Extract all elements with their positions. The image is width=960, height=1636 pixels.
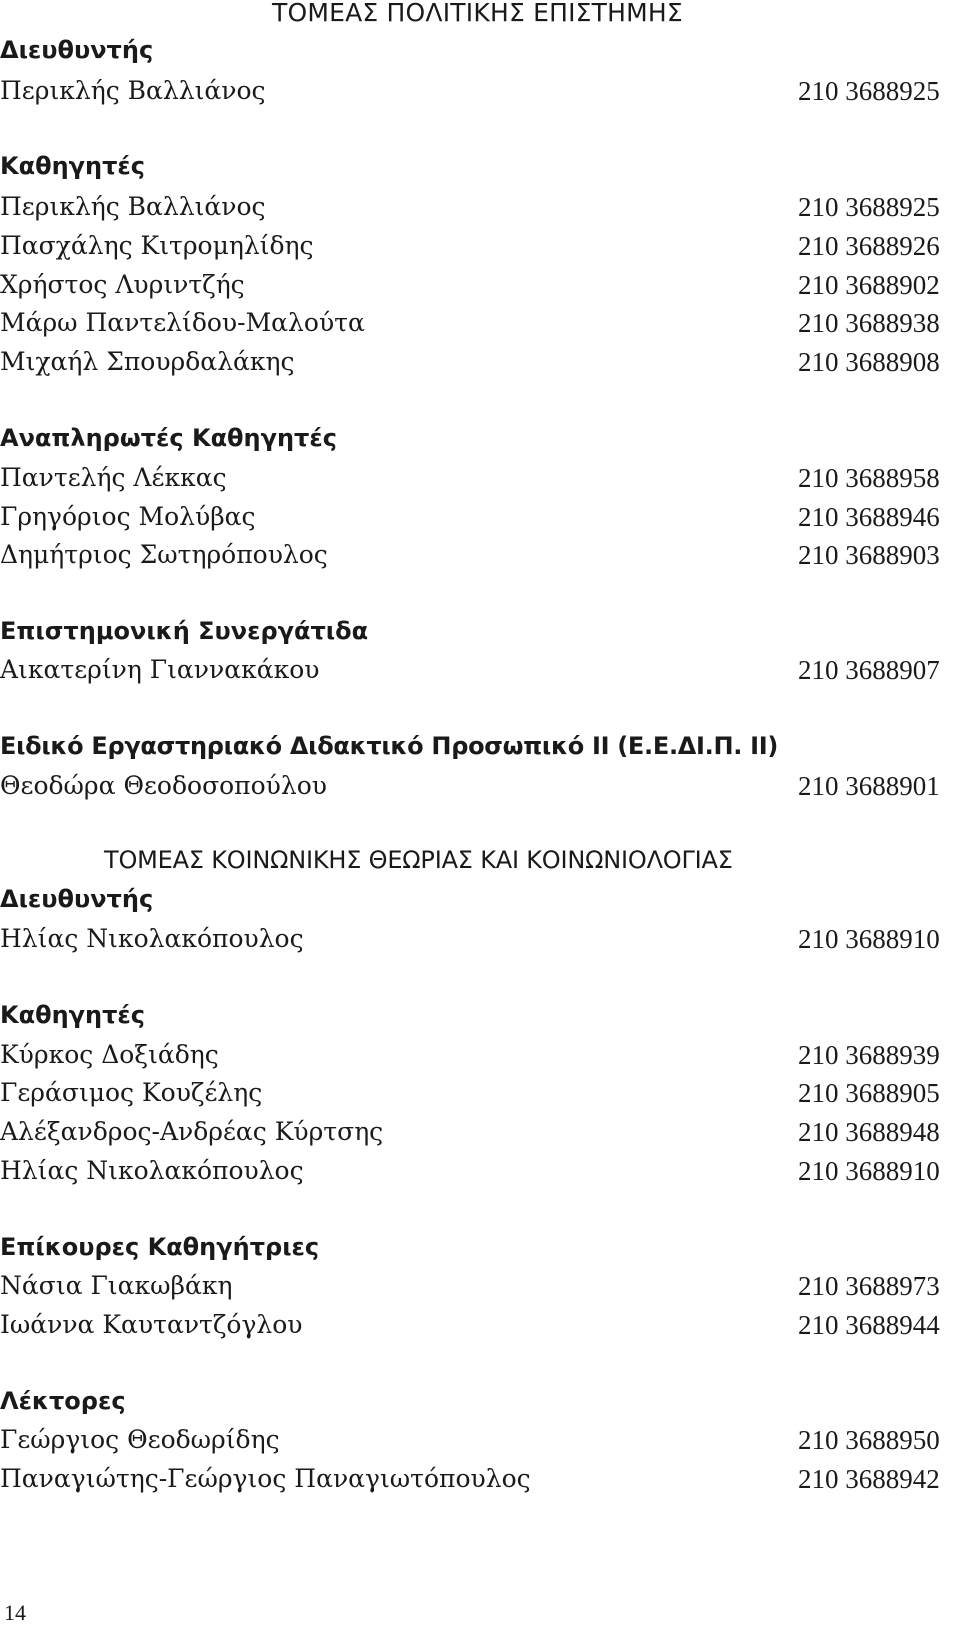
group-heading: Επίκουρες Καθηγήτριες: [0, 1233, 320, 1261]
staff-row: [0, 657, 952, 691]
staff-phone: 210 3688948: [798, 1117, 940, 1147]
staff-row: [0, 1312, 952, 1346]
staff-row: [0, 1080, 952, 1114]
staff-name: Περικλής Βαλλιάνος: [0, 192, 266, 221]
staff-row: [0, 926, 952, 960]
staff-row: [0, 272, 952, 306]
staff-phone: 210 3688938: [798, 308, 940, 338]
staff-phone: 210 3688926: [798, 231, 940, 261]
staff-phone: 210 3688910: [798, 924, 940, 954]
group-heading: Λέκτορες: [0, 1387, 126, 1415]
staff-row: [0, 349, 952, 383]
staff-phone: 210 3688950: [798, 1425, 940, 1455]
group-heading: Καθηγητές: [0, 1001, 145, 1029]
staff-row: [0, 465, 952, 499]
group-heading: Επιστημονική Συνεργάτιδα: [0, 617, 369, 645]
staff-row: [0, 310, 952, 344]
staff-phone: 210 3688910: [798, 1156, 940, 1186]
staff-row: [0, 1466, 952, 1500]
staff-name: Ηλίας Νικολακόπουλος: [0, 1156, 304, 1185]
staff-name: Ηλίας Νικολακόπουλος: [0, 924, 304, 953]
staff-name: Πασχάλης Κιτρομηλίδης: [0, 231, 314, 260]
group-heading: Διευθυντής: [0, 36, 154, 64]
group-heading: Διευθυντής: [0, 885, 154, 913]
staff-name: Ιωάννα Καυταντζόγλου: [0, 1310, 303, 1339]
staff-phone: 210 3688958: [798, 463, 940, 493]
staff-name: Γρηγόριος Μολύβας: [0, 502, 256, 531]
staff-name: Αικατερίνη Γιαννακάκου: [0, 655, 320, 684]
group-heading: Ειδικό Εργαστηριακό Διδακτικό Προσωπικό ΙΙ (Ε.Ε.ΔΙ.Π. ΙΙ): [0, 732, 779, 760]
staff-name: Γεράσιμος Κουζέλης: [0, 1078, 263, 1107]
staff-phone: 210 3688925: [798, 192, 940, 222]
staff-name: Χρήστος Λυριντζής: [0, 270, 245, 299]
group-heading: Αναπληρωτές Καθηγητές: [0, 424, 337, 452]
staff-name: Παντελής Λέκκας: [0, 463, 227, 492]
page-number: 14: [4, 1600, 26, 1625]
group-heading: Καθηγητές: [0, 152, 145, 180]
staff-phone: 210 3688908: [798, 347, 940, 377]
staff-name: Νάσια Γιακωβάκη: [0, 1271, 233, 1300]
staff-row: [0, 1273, 952, 1307]
sector-title: ΤΟΜΕΑΣ ΠΟΛΙΤΙΚΗΣ ΕΠΙΣΤΗΜΗΣ: [272, 0, 683, 27]
staff-row: [0, 233, 952, 267]
staff-row: [0, 1158, 952, 1192]
staff-name: Δημήτριος Σωτηρόπουλος: [0, 540, 328, 569]
staff-row: [0, 1042, 952, 1076]
staff-row: [0, 504, 952, 538]
staff-name: Παναγιώτης-Γεώργιος Παναγιωτόπουλος: [0, 1464, 531, 1493]
staff-phone: 210 3688939: [798, 1040, 940, 1070]
staff-name: Μάρω Παντελίδου-Μαλούτα: [0, 308, 365, 337]
staff-phone: 210 3688903: [798, 540, 940, 570]
staff-phone: 210 3688942: [798, 1464, 940, 1494]
staff-row: [0, 542, 952, 576]
staff-phone: 210 3688907: [798, 655, 940, 685]
staff-row: [0, 194, 952, 228]
staff-phone: 210 3688973: [798, 1271, 940, 1301]
staff-row: [0, 773, 952, 807]
staff-phone: 210 3688901: [798, 771, 940, 801]
staff-name: Αλέξανδρος-Ανδρέας Κύρτσης: [0, 1117, 384, 1146]
staff-row: [0, 78, 952, 112]
staff-name: Κύρκος Δοξιάδης: [0, 1040, 219, 1069]
sector-title: ΤΟΜΕΑΣ ΚΟΙΝΩΝΙΚΗΣ ΘΕΩΡΙΑΣ ΚΑΙ ΚΟΙΝΩΝΙΟΛΟΓΙΑΣ: [104, 846, 733, 874]
staff-name: Γεώργιος Θεοδωρίδης: [0, 1425, 280, 1454]
staff-phone: 210 3688946: [798, 502, 940, 532]
staff-name: Περικλής Βαλλιάνος: [0, 76, 266, 105]
staff-name: Μιχαήλ Σπουρδαλάκης: [0, 347, 295, 376]
staff-phone: 210 3688925: [798, 76, 940, 106]
staff-row: [0, 1119, 952, 1153]
staff-row: [0, 1427, 952, 1461]
staff-name: Θεοδώρα Θεοδοσοπούλου: [0, 771, 327, 800]
staff-phone: 210 3688944: [798, 1310, 940, 1340]
staff-phone: 210 3688902: [798, 270, 940, 300]
staff-phone: 210 3688905: [798, 1078, 940, 1108]
